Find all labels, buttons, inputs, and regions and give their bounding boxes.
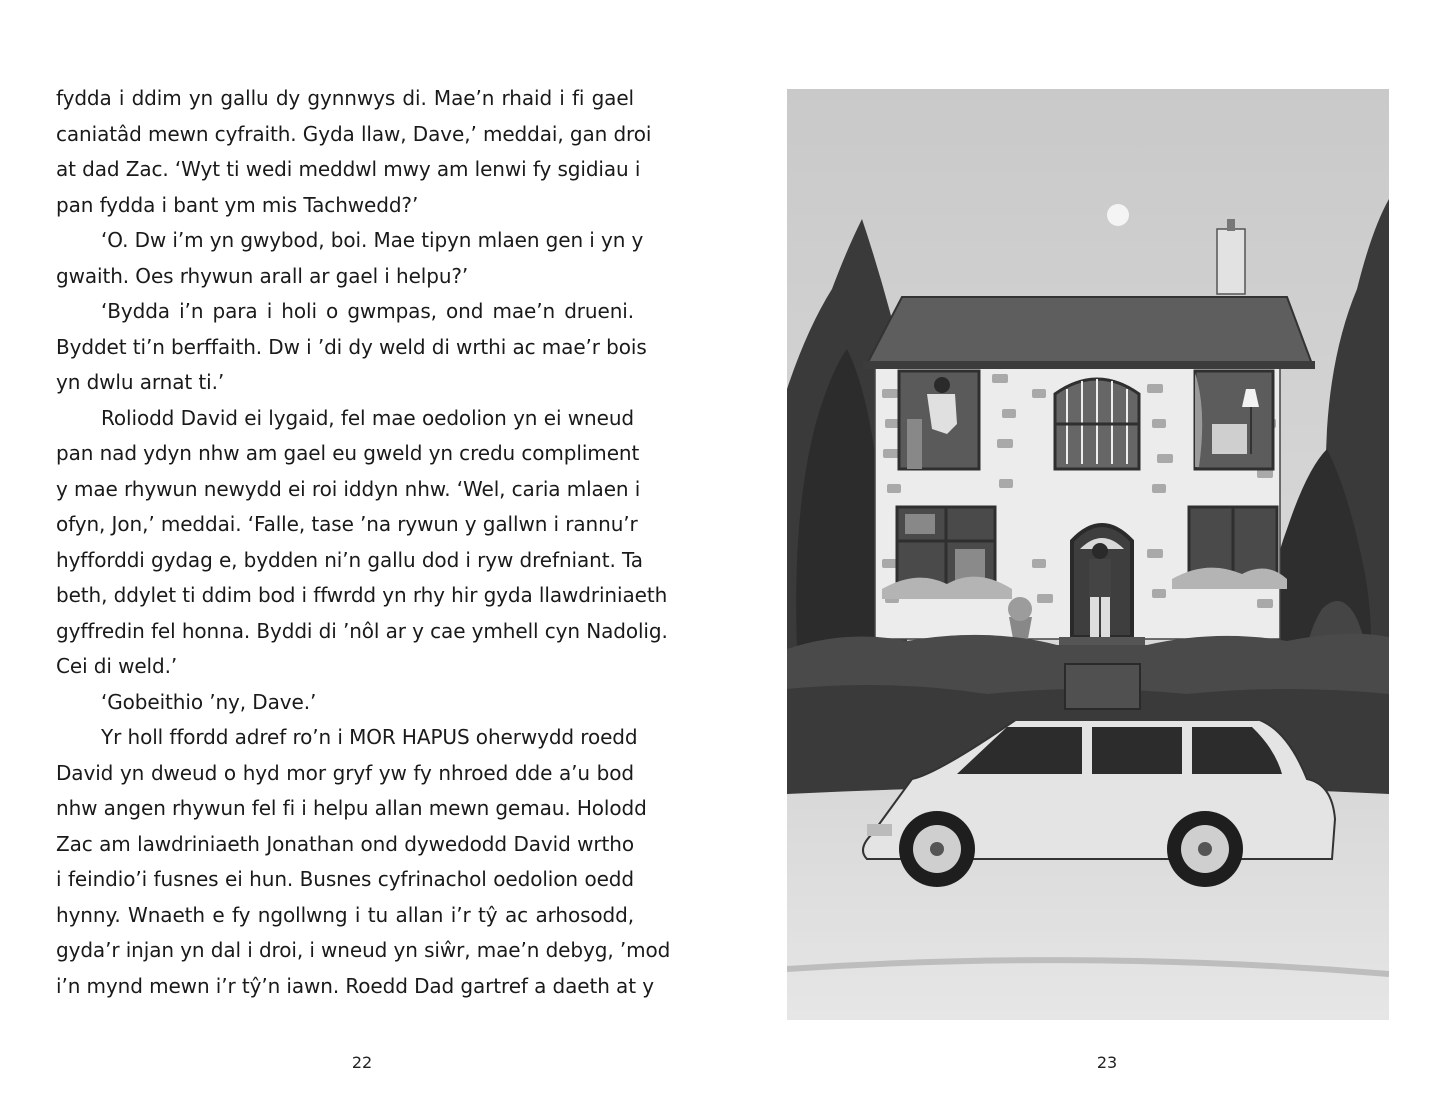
text-line: caniatâd mewn cyfraith. Gyda llaw, Dave,’ meddai, gan droi bbox=[56, 121, 652, 146]
text-line: yn dwlu arnat ti.’ bbox=[56, 370, 225, 394]
roof bbox=[867, 297, 1312, 364]
text-line: nhw angen rhywun fel fi i helpu allan mewn gemau. Holodd bbox=[56, 796, 647, 820]
text-line: Byddet ti’n berffaith. Dw i ’di dy weld di wrthi ac mae’r bois bbox=[56, 334, 647, 359]
chimney bbox=[1217, 229, 1245, 294]
text-line: Yr holl ffordd adref ro’n i MOR HAPUS oherwydd roedd bbox=[101, 725, 638, 749]
text-line: hyfforddi gydag e, bydden ni’n gallu dod i ryw drefniant. Ta bbox=[56, 547, 643, 572]
text-line: hynny. Wnaeth e fy ngollwng i tu allan i’r tŷ ac arhosodd, bbox=[56, 902, 634, 927]
right-page bbox=[722, 0, 1445, 1109]
page-number-right: 23 bbox=[1096, 1053, 1118, 1072]
text-line: Roliodd David ei lygaid, fel mae oedolion yn ei wneud bbox=[101, 405, 634, 430]
text-line: y mae rhywun newydd ei roi iddyn nhw. ‘Wel, caria mlaen i bbox=[56, 476, 641, 501]
text-line: ‘Bydda i’n para i holi o gwmpas, ond mae’n drueni. bbox=[101, 299, 634, 323]
left-page bbox=[0, 0, 722, 1109]
text-line: Cei di weld.’ bbox=[56, 654, 178, 678]
window-upper-right bbox=[1195, 371, 1273, 469]
text-line: gyffredin fel honna. Byddi di ’nôl ar y cae ymhell cyn Nadolig. bbox=[56, 618, 668, 643]
house-and-car-illustration bbox=[787, 89, 1389, 1020]
text-line: gyda’r injan yn dal i droi, i wneud yn siŵr, mae’n debyg, ’mod bbox=[56, 938, 671, 962]
text-line: i’n mynd mewn i’r tŷ’n iawn. Roedd Dad gartref a daeth at y bbox=[56, 973, 654, 998]
text-line: fydda i ddim yn gallu dy gynnwys di. Mae’n rhaid i fi gael bbox=[56, 86, 634, 110]
text-line: pan nad ydyn nhw am gael eu gweld yn credu compliment bbox=[56, 441, 640, 465]
text-line: beth, ddylet ti ddim bod i ffwrdd yn rhy hir gyda llawdriniaeth bbox=[56, 583, 668, 607]
text-line: David yn dweud o hyd mor gryf yw fy nhroed dde a’u bod bbox=[56, 760, 634, 785]
text-line: ‘Gobeithio ’ny, Dave.’ bbox=[101, 689, 317, 714]
person-at-door bbox=[1092, 543, 1108, 559]
text-line: ‘O. Dw i’m yn gwybod, boi. Mae tipyn mlaen gen i yn y bbox=[101, 228, 644, 252]
text-line: ofyn, Jon,’ meddai. ‘Falle, tase ’na rywun y gallwn i rannu’r bbox=[56, 512, 638, 536]
text-line: i feindio’i fusnes ei hun. Busnes cyfrinachol oedolion oedd bbox=[56, 867, 634, 891]
text-line: gwaith. Oes rhywun arall ar gael i helpu?’ bbox=[56, 263, 469, 288]
page-number-left: 22 bbox=[351, 1053, 373, 1072]
body-text bbox=[56, 81, 671, 1004]
text-line: pan fydda i bant ym mis Tachwedd?’ bbox=[56, 192, 419, 217]
moon bbox=[1107, 204, 1129, 226]
text-line: at dad Zac. ‘Wyt ti wedi meddwl mwy am lenwi fy sgidiau i bbox=[56, 157, 641, 181]
text-line: Zac am lawdriniaeth Jonathan ond dywedodd David wrtho bbox=[56, 831, 634, 856]
